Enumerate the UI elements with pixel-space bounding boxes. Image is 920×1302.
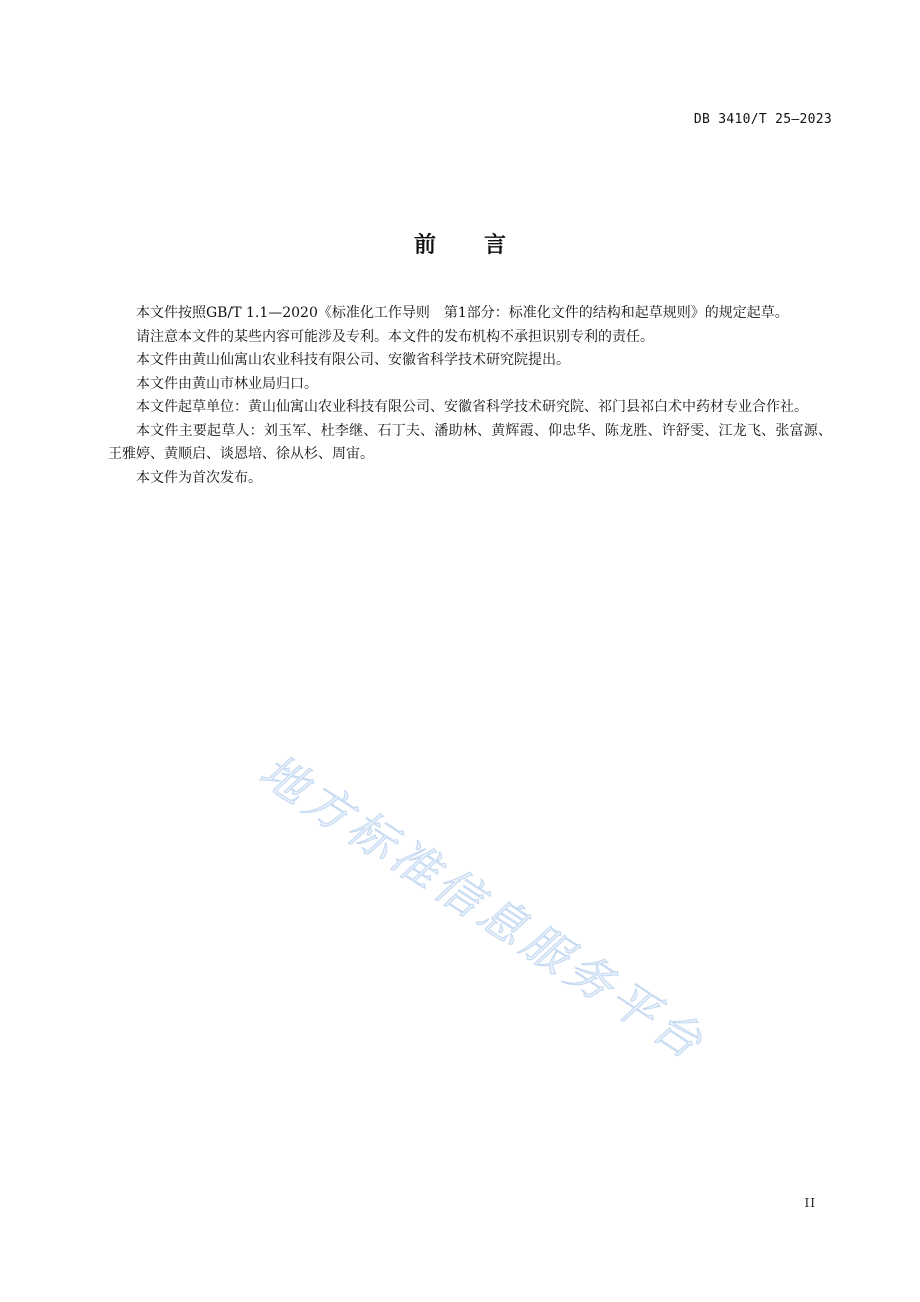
page-title: 前言 xyxy=(413,233,554,258)
paragraph-proposer: 本文件由黄山仙寓山农业科技有限公司、安徽省科学技术研究院提出。 xyxy=(136,352,570,368)
document-code: DB 3410/T 25—2023 xyxy=(693,112,832,127)
paragraph-first-release: 本文件为首次发布。 xyxy=(136,469,262,486)
paragraph-centralized-unit: 本文件由黄山市林业局归口。 xyxy=(136,375,318,392)
paragraph-drafting-units: 本文件起草单位：黄山仙寓山农业科技有限公司、安徽省科学技术研究院、祁门县祁白术中药材专业合作社。 xyxy=(136,399,808,415)
paragraph-drafting-basis: 本文件按照GB/T 1.1—2020《标准化工作导则 第1部分：标准化文件的结构和起草规则》的规定起草。 xyxy=(136,305,789,321)
page-number: II xyxy=(804,1196,816,1210)
foreword-body xyxy=(108,302,832,490)
paragraph-drafters: 本文件主要起草人：刘玉军、杜李继、石丁夫、潘助林、黄辉霞、仰忠华、陈龙胜、许舒雯、江龙飞、张富源、王雅婷、黄顺启、谈恩培、徐从杉、周宙。 xyxy=(108,422,832,462)
paragraph-patent-notice: 请注意本文件的某些内容可能涉及专利。本文件的发布机构不承担识别专利的责任。 xyxy=(136,328,654,345)
watermark-text: 地方标准信息服务平台 xyxy=(250,743,717,1072)
